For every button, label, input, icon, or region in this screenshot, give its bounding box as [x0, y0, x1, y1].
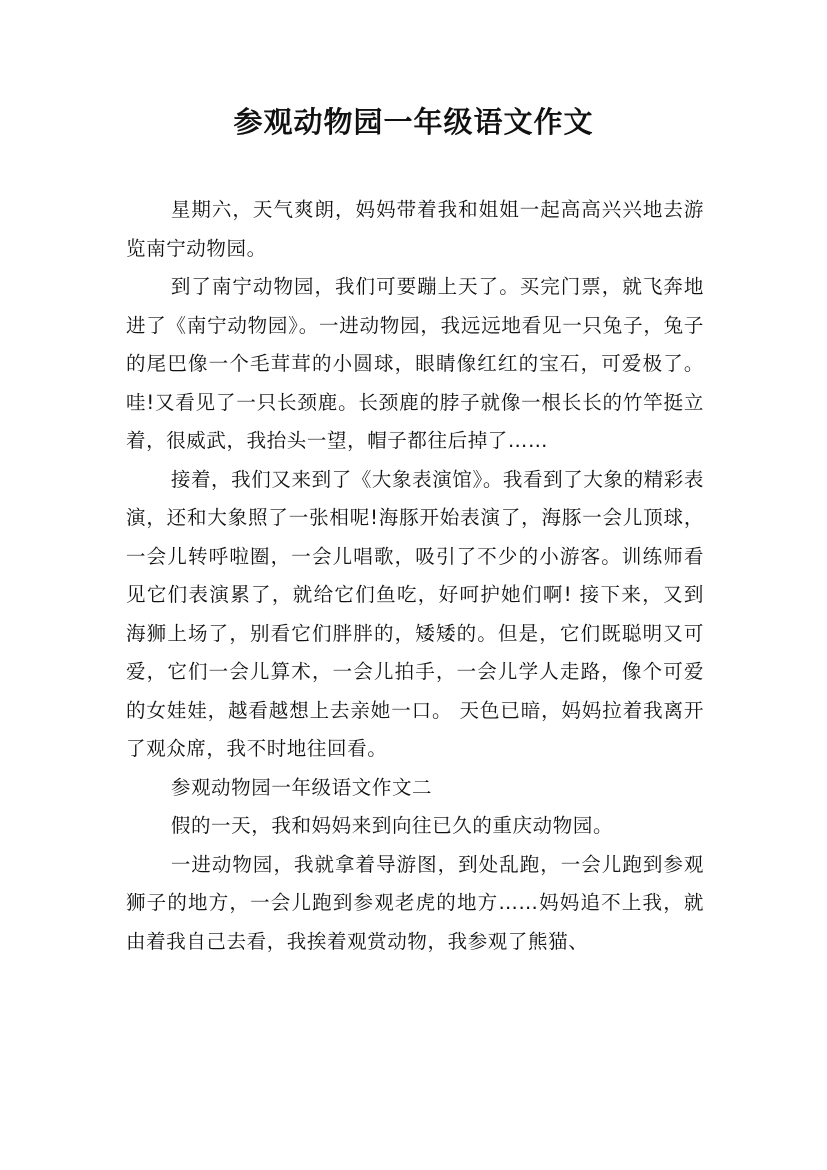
essay-body — [126, 191, 704, 961]
page-title: 参观动物园一年级语文作文 — [233, 105, 594, 139]
paragraph-5: 一进动物园，我就拿着导游图，到处乱跑，一会儿跑到参观狮子的地方，一会儿跑到参观老虎的地方……妈妈追不上我，就由着我自己去看，我挨着观赏动物，我参观了熊猫、 — [126, 852, 704, 953]
paragraph-3: 接着，我们又来到了《大象表演馆》。我看到了大象的精彩表演，还和大象照了一张相呢!海豚开始表演了，海豚一会儿顶球，一会儿转呼啦圈，一会儿唱歌，吸引了不少的小游客。训练师看见它们表演累了，就给它们鱼吃，好呵护她们啊! 接下来，又到海狮上场了，别看它们胖胖的，矮矮的。但是，它们既聪明又可爱，它们一会儿算术，一会儿拍手，一会儿学人走路，像个可爱的女娃娃，越看越想上去亲她一口。 天色已暗，妈妈拉着我离开了观众席，我不时地往回看。 — [126, 467, 704, 760]
paragraph-1: 星期六，天气爽朗，妈妈带着我和姐姐一起高高兴兴地去游览南宁动物园。 — [126, 198, 704, 260]
section-heading-2: 参观动物园一年级语文作文二 — [170, 775, 433, 799]
paragraph-2: 到了南宁动物园，我们可要蹦上天了。买完门票，就飞奔地进了《南宁动物园》。一进动物园，我远远地看见一只兔子，兔子的尾巴像一个毛茸茸的小圆球，眼睛像红红的宝石，可爱极了。哇!又看见了一只长颈鹿。长颈鹿的脖子就像一根长长的竹竿挺立着，很威武，我抬头一望，帽子都往后掉了…… — [126, 275, 704, 452]
paragraph-4: 假的一天，我和妈妈来到向往已久的重庆动物园。 — [170, 814, 614, 837]
